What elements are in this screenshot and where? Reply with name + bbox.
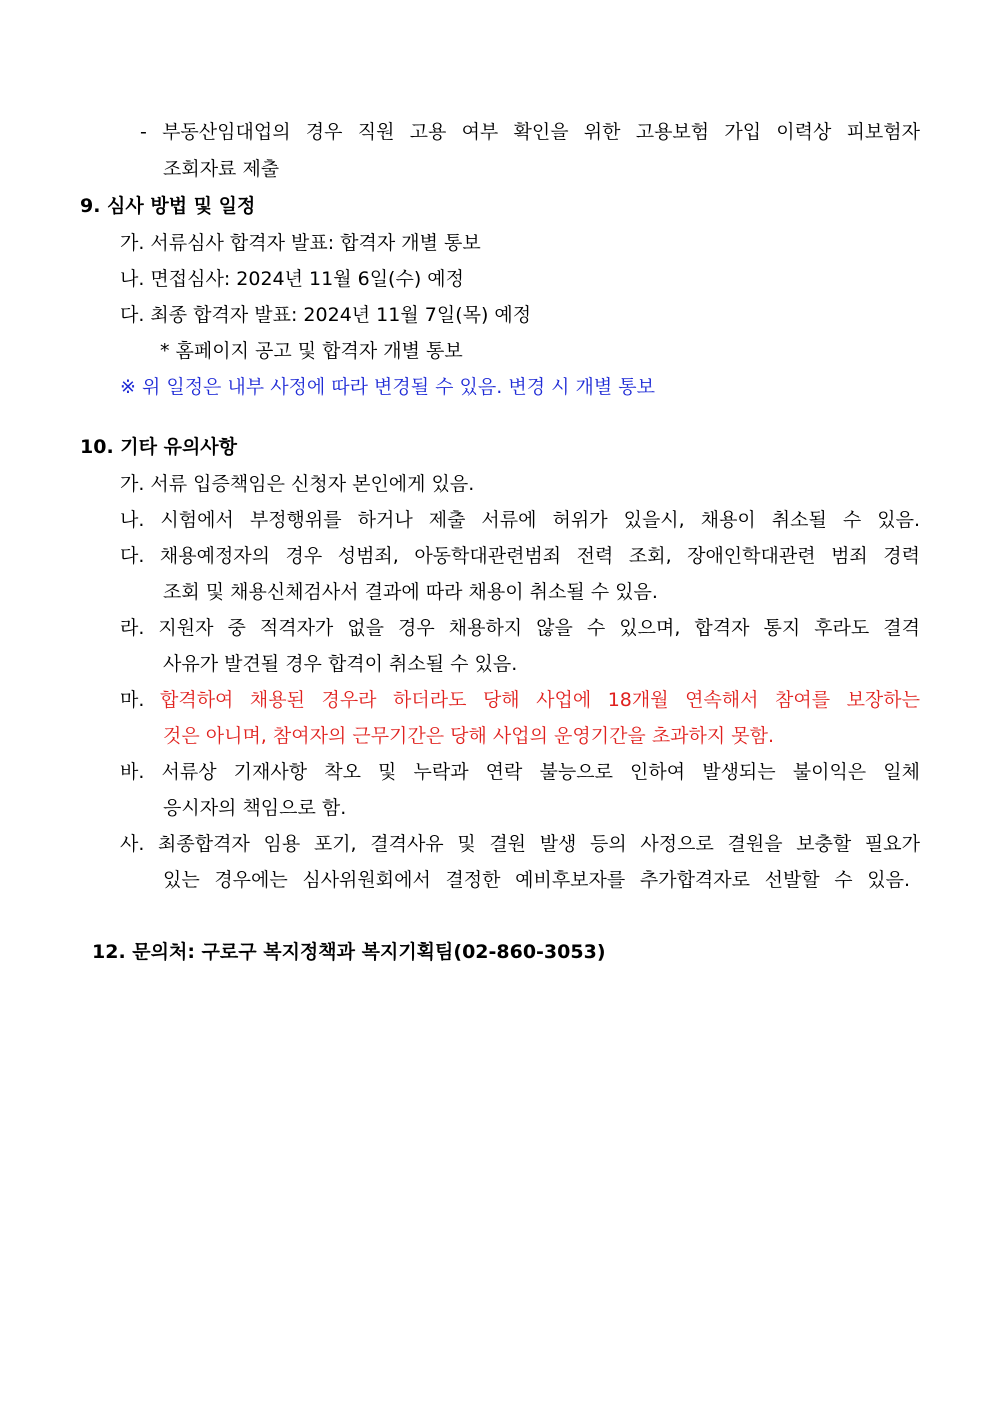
schedule-change-notice: ※ 위 일정은 내부 사정에 따라 변경될 수 있음. 변경 시 개별 통보: [120, 376, 655, 398]
bullet-line-2: 조회자료 제출: [163, 158, 280, 180]
bullet-line-1: - 부동산임대업의 경우 직원 고용 여부 확인을 위한 고용보험 가입 이력상 피보험자: [140, 121, 920, 143]
section-10-item-ra-line-2: 사유가 발견될 경우 합격이 취소될 수 있음.: [163, 653, 518, 675]
section-9-item-na: 나. 면접심사: 2024년 11월 6일(수) 예정: [120, 268, 464, 290]
section-10-heading: 10. 기타 유의사항: [80, 436, 238, 458]
section-10-item-da-line-1: 다. 채용예정자의 경우 성범죄, 아동학대관련범죄 전력 조회, 장애인학대관련 범죄 경력: [120, 545, 920, 567]
section-10-item-sa-line-2: 있는 경우에는 심사위원회에서 결정한 예비후보자를 추가합격자로 선발할 수 있음.: [163, 869, 910, 891]
section-10-item-ma-line-1: 합격하여 채용된 경우라 하더라도 당해 사업에 18개월 연속해서 참여를 보장하는: [160, 689, 920, 711]
section-10-item-ma-prefix: 마.: [120, 689, 145, 711]
section-10-item-ra-line-1: 라. 지원자 중 적격자가 없을 경우 채용하지 않을 수 있으며, 합격자 통지 후라도 결격: [120, 617, 920, 639]
section-9-note: * 홈페이지 공고 및 합격자 개별 통보: [160, 340, 463, 362]
section-10-item-sa-line-1: 사. 최종합격자 임용 포기, 결격사유 및 결원 발생 등의 사정으로 결원을 보충할 필요가: [120, 833, 920, 855]
section-9-heading: 9. 심사 방법 및 일정: [80, 195, 256, 217]
section-10-item-ba-line-1: 바. 서류상 기재사항 착오 및 누락과 연락 불능으로 인하여 발생되는 불이익은 일체: [120, 761, 920, 783]
section-10-item-ba-line-2: 응시자의 책임으로 함.: [163, 797, 347, 819]
section-10-item-ga: 가. 서류 입증책임은 신청자 본인에게 있음.: [120, 473, 475, 495]
section-10-item-ma-line-2: 것은 아니며, 참여자의 근무기간은 당해 사업의 운영기간을 초과하지 못함.: [163, 725, 775, 747]
section-10-item-da-line-2: 조회 및 채용신체검사서 결과에 따라 채용이 취소될 수 있음.: [163, 581, 658, 603]
section-9-item-ga: 가. 서류심사 합격자 발표: 합격자 개별 통보: [120, 232, 481, 254]
section-12-contact: 12. 문의처: 구로구 복지정책과 복지기획팀(02-860-3053): [92, 941, 606, 963]
section-9-item-da: 다. 최종 합격자 발표: 2024년 11월 7일(목) 예정: [120, 304, 532, 326]
section-10-item-na: 나. 시험에서 부정행위를 하거나 제출 서류에 허위가 있을시, 채용이 취소될 수 있음.: [120, 509, 920, 531]
